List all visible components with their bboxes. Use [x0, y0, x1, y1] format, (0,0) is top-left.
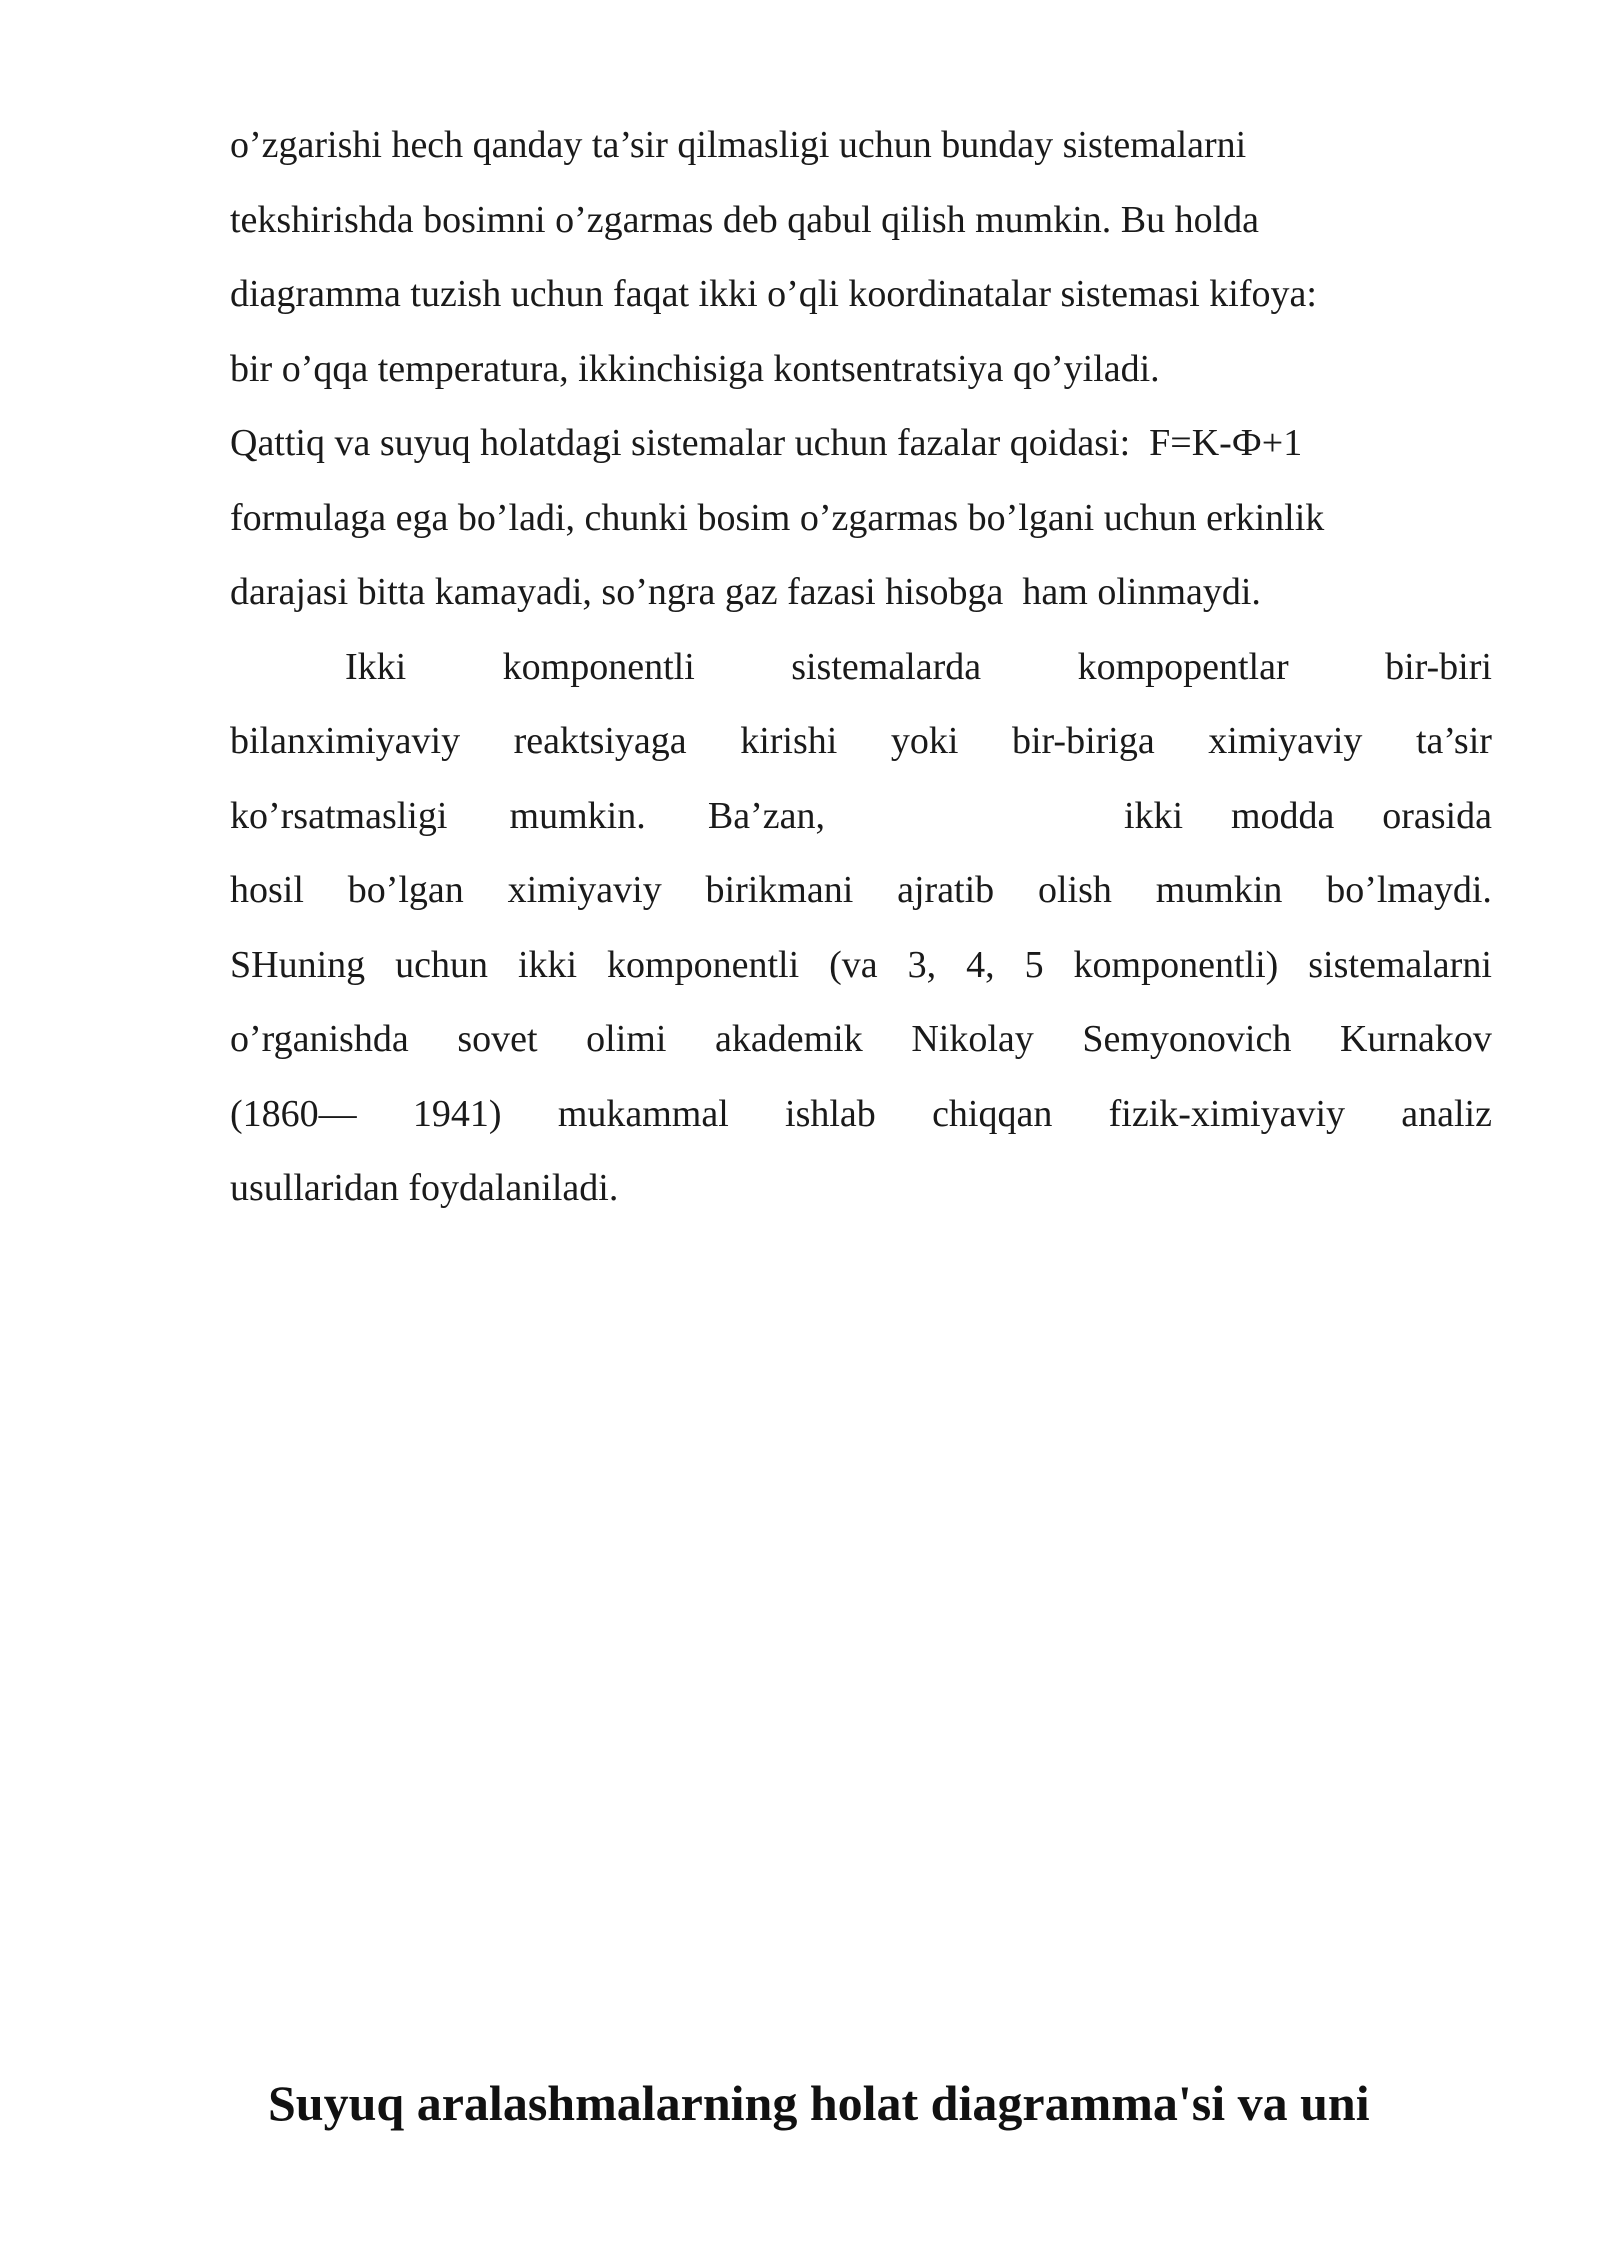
justified-line [230, 1002, 1492, 1077]
word: 3, [907, 943, 937, 986]
word: modda [1230, 794, 1335, 837]
line-right-part [1124, 779, 1492, 854]
word: chiqqan [932, 1092, 1053, 1135]
word: bir-biriga [1011, 720, 1155, 762]
word: ishlab [785, 1092, 876, 1135]
word: Ba’zan, [707, 794, 825, 837]
word: sistemalarda [791, 645, 982, 688]
word: birikmani [705, 869, 854, 911]
text-line: darajasi bitta kamayadi, so’ngra gaz fazasi hisobga ham olinmaydi. [230, 571, 1261, 613]
text-line: diagramma tuzish uchun faqat ikki o’qli koordinatalar sistemasi kifoya: [230, 273, 1317, 315]
justified-line [230, 1077, 1492, 1152]
word: 4, [966, 943, 995, 986]
word: Semyonovich [1082, 1018, 1292, 1060]
justified-line [230, 704, 1492, 779]
word: bo’lgan [347, 869, 464, 911]
text-line: tekshirishda bosimni o’zgarmas deb qabul qilish mumkin. Bu holda [230, 198, 1260, 241]
justified-line [230, 779, 1492, 854]
word: SHuning [230, 943, 366, 986]
word: sovet [457, 1018, 538, 1060]
text-line: usullaridan foydalaniladi. [230, 1167, 619, 1209]
word: kompopentlar [1077, 645, 1289, 688]
word: sistemalarni [1308, 943, 1492, 986]
word: yoki [890, 720, 959, 762]
word: uchun [395, 943, 488, 986]
text-line: Qattiq va suyuq holatdagi sistemalar uchun fazalar qoidasi: F=K-Ф+1 [230, 422, 1303, 464]
justified-line [230, 928, 1492, 1003]
word: ximiyaviy [507, 869, 662, 911]
justified-line [230, 853, 1492, 928]
word: ikki [1124, 794, 1184, 837]
line-left-part [230, 779, 825, 854]
word: analiz [1401, 1092, 1492, 1135]
word: komponentli [607, 943, 800, 986]
word: mukammal [557, 1092, 729, 1135]
word: komponentli) [1073, 943, 1279, 986]
word: olimi [586, 1018, 667, 1060]
text-line: bir o’qqa temperatura, ikkinchisiga kontsentratsiya qo’yiladi. [230, 347, 1160, 390]
word: 1941) [412, 1092, 502, 1135]
word: (va [829, 943, 878, 986]
word: hosil [230, 869, 304, 911]
word: 5 [1024, 943, 1044, 986]
word: akademik [714, 1018, 863, 1060]
word: olish [1037, 869, 1112, 911]
word: kirishi [740, 720, 838, 762]
body-text [230, 108, 1492, 1226]
word: mumkin. [509, 794, 646, 837]
word: bir-biri [1385, 645, 1492, 688]
word: fizik-ximiyaviy [1108, 1092, 1345, 1135]
word: orasida [1382, 794, 1492, 837]
word: Kurnakov [1339, 1018, 1492, 1060]
word: Nikolay [911, 1018, 1034, 1060]
word: reaktsiyaga [513, 720, 687, 762]
word: ta’sir [1415, 720, 1492, 762]
word: ajratib [897, 869, 995, 911]
justified-line [230, 630, 1492, 705]
word: ximiyaviy [1208, 720, 1363, 762]
word: bilanximiyaviy [230, 720, 461, 762]
word: mumkin [1155, 869, 1283, 911]
word: Ikki [345, 645, 407, 688]
section-heading: Suyuq aralashmalarning holat diagramma'si va uni [268, 2075, 1370, 2131]
text-line: formulaga ega bo’ladi, chunki bosim o’zgarmas bo’lgani uchun erkinlik [230, 496, 1325, 539]
word: ikki [517, 943, 578, 986]
word: bo’lmaydi. [1326, 869, 1492, 911]
word: o’rganishda [230, 1018, 409, 1060]
word: (1860— [230, 1092, 357, 1135]
word: ko’rsatmasligi [230, 794, 448, 837]
word: komponentli [502, 645, 695, 688]
text-line: o’zgarishi hech qanday ta’sir qilmasligi uchun bunday sistemalarni [230, 124, 1247, 166]
